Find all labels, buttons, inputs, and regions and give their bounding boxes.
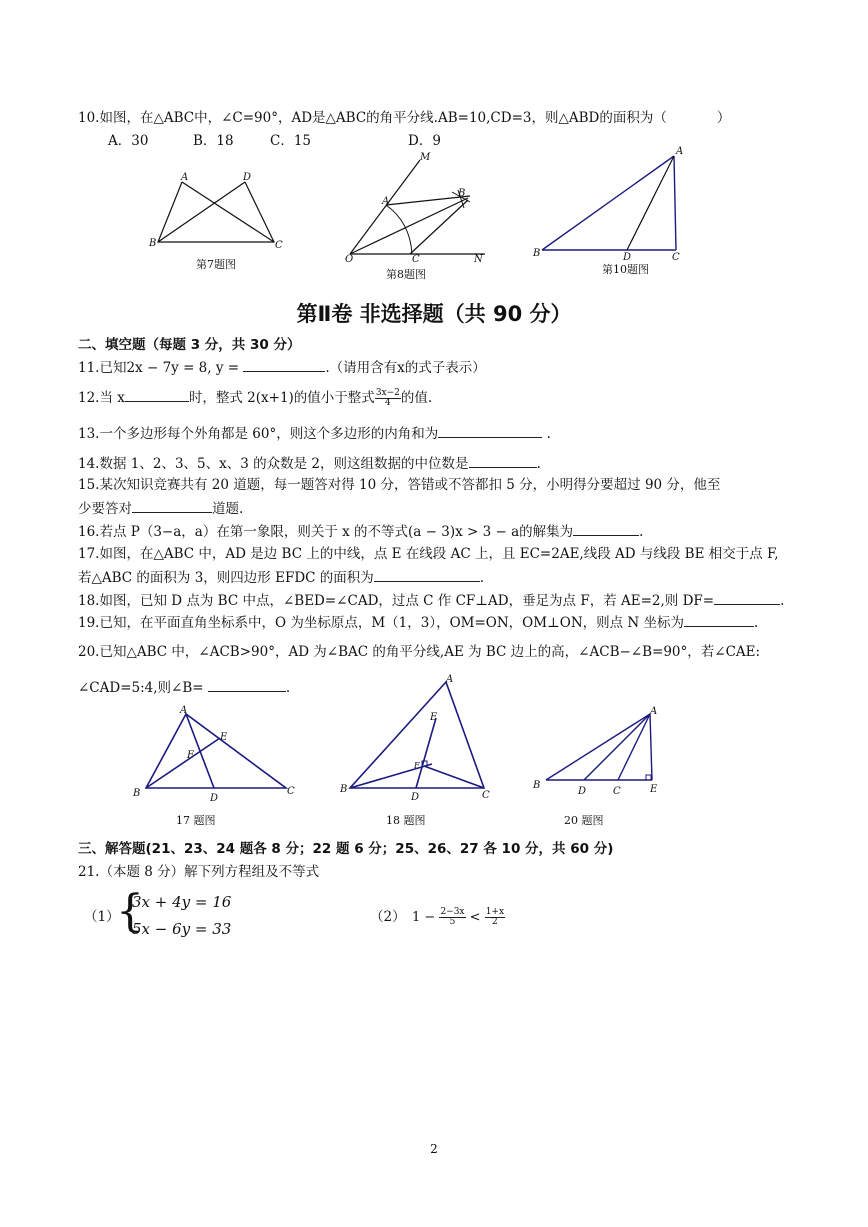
fig18-label-b: B	[340, 784, 348, 795]
q15-line2: 少要答对 道题.	[78, 501, 244, 517]
fig18-label-c: C	[482, 790, 490, 801]
q10-option-b: B．18	[193, 133, 234, 149]
fig10-label-a: A	[676, 146, 684, 157]
fig20-label-b: B	[533, 780, 541, 791]
q17-line2: 若△ABC 的面积为 3，则四边形 EFDC 的面积为 .	[78, 570, 485, 586]
q21-equation-2: 5x − 6y = 33	[132, 920, 232, 938]
fig17-label-e: E	[220, 732, 228, 743]
q13-answer-blank[interactable]	[438, 424, 542, 438]
q11: 11.已知2x − 7y = 8, y = .（请用含有x的式子表示）	[78, 360, 486, 376]
fig8-label-m: M	[420, 152, 431, 163]
q12: 12.当 x 时，整式 2(x+1)的值小于整式 $\frac{3x-2}{4}$ 的值.	[78, 388, 433, 408]
q21-part1-label: （1）	[84, 909, 120, 925]
fig17-label-a: A	[180, 705, 188, 716]
fig20-label-a: A	[650, 706, 658, 717]
fig18-label-e: E	[430, 712, 438, 723]
fig10-label-d: D	[623, 252, 632, 263]
fig20-label-c: C	[613, 786, 621, 797]
q14-answer-blank[interactable]	[469, 454, 537, 468]
q10-option-c: C．15	[270, 133, 312, 149]
q17-line1: 17.如图，在△ABC 中，AD 是边 BC 上的中线，点 E 在线段 AC 上，且 EC=2AE,线段 AD 与线段 BE 相交于点 F,	[78, 546, 779, 562]
q15-answer-blank[interactable]	[132, 499, 212, 513]
fig8-label-n: N	[474, 254, 483, 264]
fig7-caption: 第7题图	[196, 258, 236, 271]
figure-7	[148, 172, 288, 252]
q21-system-brace: {	[116, 886, 144, 937]
fig20-caption: 20 题图	[564, 814, 604, 827]
q17-answer-blank[interactable]	[374, 568, 480, 582]
q10-option-a: A．30	[108, 133, 149, 149]
q21-equation-1: 3x + 4y = 16	[132, 893, 232, 911]
fig10-label-c: C	[672, 252, 680, 263]
fig8-label-a: A	[382, 196, 390, 207]
fig7-label-c: C	[275, 240, 283, 251]
part2-header: 二、填空题（每题 3 分，共 30 分）	[78, 337, 301, 353]
fig18-label-a: A	[446, 674, 454, 685]
q21-inequality: 1 − $\frac{2-3x}{5}$ < $\frac{1+x}{2}$	[412, 907, 505, 927]
q21-fraction-1: $\frac{2-3x}{5}$	[440, 907, 465, 927]
fig7-label-d: D	[243, 172, 252, 183]
page-number: 2	[430, 1142, 438, 1156]
q20-answer-blank[interactable]	[208, 678, 286, 692]
fig10-caption: 第10题图	[602, 263, 649, 276]
fig17-label-d: D	[210, 793, 219, 804]
q21-part2-label: （2）	[370, 909, 406, 925]
section-title: 第Ⅱ卷 非选择题（共 90 分）	[296, 302, 572, 326]
fig7-label-b: B	[149, 238, 157, 249]
fig8-label-c: C	[412, 254, 420, 264]
fig7-label-a: A	[181, 172, 189, 183]
q19: 19.已知，在平面直角坐标系中，O 为坐标原点，M（1，3），OM=ON，OM⊥ON，则点 N 坐标为 .	[78, 615, 759, 631]
figure-8	[340, 152, 500, 264]
fig8-label-o: O	[345, 254, 354, 264]
fig8-caption: 第8题图	[386, 268, 426, 281]
part3-header: 三、解答题(21、23、24 题各 8 分；22 题 6 分；25、26、27 各 10 分，共 60 分)	[78, 841, 614, 857]
q16-answer-blank[interactable]	[573, 522, 639, 536]
q11-answer-blank[interactable]	[243, 358, 325, 372]
q16: 16.若点 P（3−a，a）在第一象限，则关于 x 的不等式(a − 3)x > 3 − a的解集为 .	[78, 524, 644, 540]
fig17-label-f: F	[187, 750, 194, 761]
fig17-label-c: C	[287, 786, 295, 797]
q18: 18.如图，已知 D 点为 BC 中点，∠BED=∠CAD，过点 C 作 CF⊥AD，垂足为点 F，若 AE=2,则 DF= .	[78, 593, 785, 609]
fig18-label-d: D	[411, 792, 420, 803]
q18-answer-blank[interactable]	[714, 591, 780, 605]
fig20-label-e: E	[650, 784, 658, 795]
fig17-caption: 17 题图	[176, 814, 216, 827]
q14: 14.数据 1、2、3、5、x、3 的众数是 2，则这组数据的中位数是 .	[78, 456, 541, 472]
figure-20	[530, 700, 670, 804]
fig18-label-f: F	[414, 761, 420, 770]
fig18-caption: 18 题图	[386, 814, 426, 827]
q21-stem: 21.（本题 8 分）解下列方程组及不等式	[78, 864, 320, 880]
q21-fraction-2: $\frac{1+x}{2}$	[485, 907, 505, 927]
fig20-label-d: D	[578, 786, 587, 797]
q15-line1: 15.某次知识竞赛共有 20 道题，每一题答对得 10 分，答错或不答都扣 5 分，小明得分要超过 90 分，他至	[78, 477, 721, 493]
figure-17	[128, 700, 308, 810]
figure-18	[336, 672, 500, 810]
q12-fraction: $\frac{3x-2}{4}$	[375, 388, 400, 408]
fig17-label-b: B	[133, 788, 141, 799]
q20-line1: 20.已知△ABC 中，∠ACB>90°，AD 为∠BAC 的角平分线,AE 为 BC 边上的高，∠ACB−∠B=90°，若∠CAE:	[78, 644, 761, 660]
q20-line2: ∠CAD=5:4,则∠B= .	[78, 680, 291, 696]
fig8-label-b: B	[458, 188, 466, 199]
q13: 13.一个多边形每个外角都是 60°，则这个多边形的内角和为 .	[78, 426, 551, 442]
fig10-label-b: B	[533, 248, 541, 259]
figure-10	[530, 142, 690, 264]
q10-option-d: D．9	[408, 133, 441, 149]
q10-stem: 10.如图，在△ABC中，∠C=90°，AD是△ABC的角平分线.AB=10,CD=3，则△ABD的面积为（ ）	[78, 110, 731, 126]
q19-answer-blank[interactable]	[684, 613, 754, 627]
q12-answer-blank[interactable]	[125, 388, 189, 402]
